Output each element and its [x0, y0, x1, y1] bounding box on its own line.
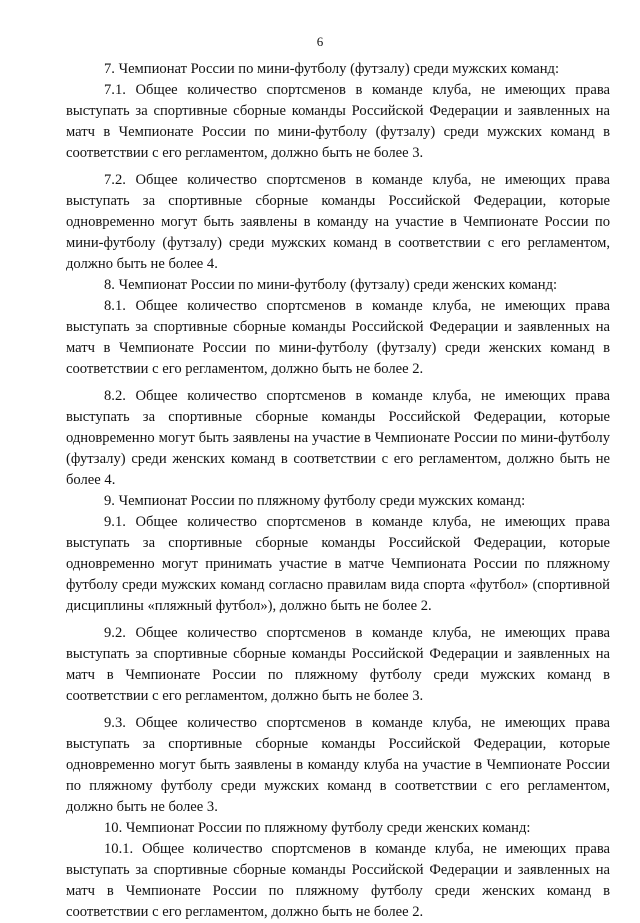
section-heading: 7. Чемпионат России по мини-футболу (футзалу) среди мужских команд: [104, 61, 560, 77]
clause-paragraph: 9.2. Общее количество спортсменов в команде клуба, не имеющих права выступать за спортивные сборные команды Российской Федерации и заявленных на матч в Чемпионате России по пляжному футболу среди мужских команд в соответствии с его регламентом, должно быть не более 3. [66, 625, 610, 704]
page-number: 6 [316, 34, 324, 49]
clause-paragraph: 8.2. Общее количество спортсменов в команде клуба, не имеющих права выступать за спортивные сборные команды Российской Федерации, которые одновременно могут быть заявлены на участие в Чемпионате России по мини-футболу (футзалу) среди женских команд в соответствии с его регламентом, должно быть не более 4. [66, 388, 610, 488]
section-heading: 9. Чемпионат России по пляжному футболу среди мужских команд: [104, 493, 526, 509]
clause-paragraph: 7.1. Общее количество спортсменов в команде клуба, не имеющих права выступать за спортивные сборные команды Российской Федерации и заявленных на матч в Чемпионате России по мини-футболу (футзалу) среди мужских команд в соответствии с его регламентом, должно быть не более 3. [66, 82, 610, 161]
clause-paragraph: 7.2. Общее количество спортсменов в команде клуба, не имеющих права выступать за спортивные сборные команды Российской Федерации, которые одновременно могут быть заявлены в команду на участие в Чемпионате России по мини-футболу (футзалу) среди мужских команд в соответствии с его регламентом, должно быть не более 4. [66, 172, 610, 272]
section-heading: 10. Чемпионат России по пляжному футболу среди женских команд: [104, 820, 531, 836]
clause-paragraph: 10.1. Общее количество спортсменов в команде клуба, не имеющих права выступать за спортивные сборные команды Российской Федерации и заявленных на матч в Чемпионате России по пляжному футболу среди женских команд в соответствии с его регламентом, должно быть не более 2. [66, 841, 610, 920]
clause-paragraph: 8.1. Общее количество спортсменов в команде клуба, не имеющих права выступать за спортивные сборные команды Российской Федерации и заявленных на матч в Чемпионате России по мини-футболу (футзалу) среди женских команд в соответствии с его регламентом, должно быть не более 2. [66, 298, 610, 377]
document-body [66, 59, 610, 923]
clause-paragraph: 9.3. Общее количество спортсменов в команде клуба, не имеющих права выступать за спортивные сборные команды Российской Федерации, которые одновременно могут быть заявлены в команду клуба на участие в Чемпионате России по пляжному футболу среди мужских команд в соответствии с его регламентом, должно быть не более 3. [66, 715, 610, 815]
clause-paragraph: 9.1. Общее количество спортсменов в команде клуба, не имеющих права выступать за спортивные сборные команды Российской Федерации, которые одновременно могут принимать участие в матче Чемпионата России по пляжному футболу среди мужских команд согласно правилам вида спорта «футбол» (спортивной дисциплины «пляжный футбол»), должно быть не более 2. [66, 514, 610, 614]
section-heading: 8. Чемпионат России по мини-футболу (футзалу) среди женских команд: [104, 277, 558, 293]
